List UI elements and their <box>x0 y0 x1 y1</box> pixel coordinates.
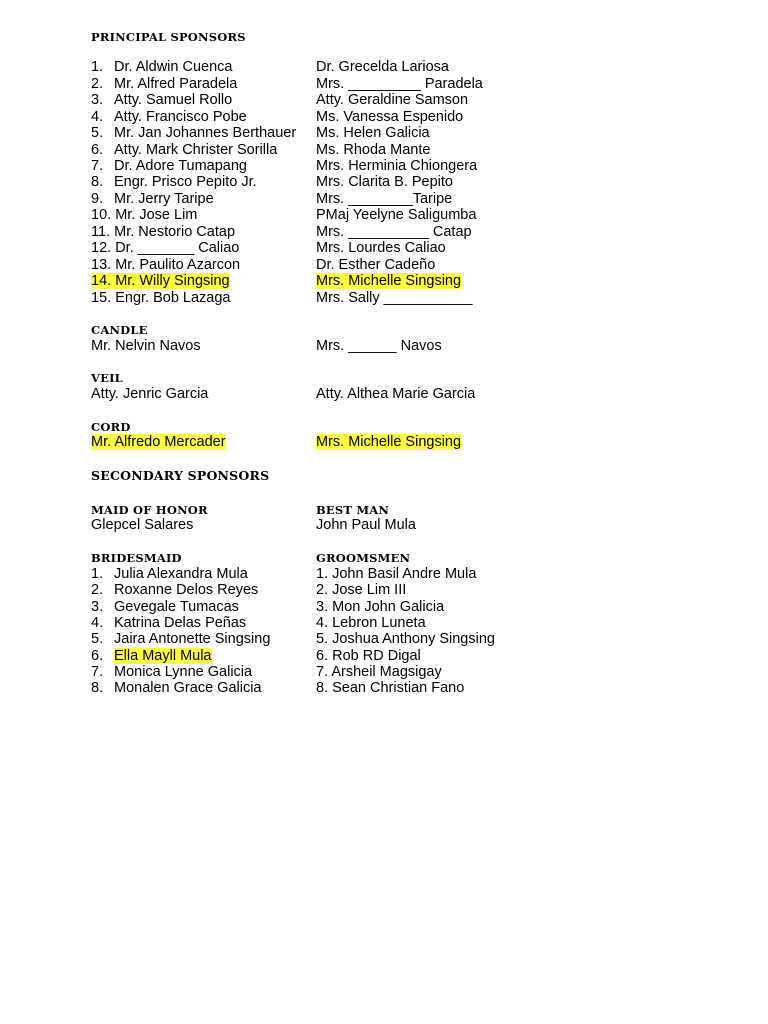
row-number: 8. <box>91 174 104 190</box>
groomsman-item: 3. Mon John Galicia <box>316 599 445 615</box>
principal-row-left-highlighted <box>91 273 230 289</box>
candle-heading: CANDLE <box>91 323 148 337</box>
row-number: 5. <box>91 631 104 647</box>
sponsor-name: Atty. Francisco Pobe <box>114 109 247 125</box>
principal-row-left <box>91 142 277 158</box>
bridesmaid-name: Jaira Antonette Singsing <box>114 631 271 647</box>
row-number: 2. <box>91 76 104 92</box>
sponsor-name: PMaj Yeelyne Saligumba <box>316 207 477 223</box>
secondary-sponsors-heading: SECONDARY SPONSORS <box>91 468 270 483</box>
principal-row-left <box>91 207 197 223</box>
bridesmaid-item <box>91 599 239 615</box>
sponsor-name: Atty. Jenric Garcia <box>91 386 209 402</box>
sponsor-name: Mrs. ______ Navos <box>316 338 442 354</box>
groomsman-item: 1. John Basil Andre Mula <box>316 566 477 582</box>
groomsman-item: 2. Jose Lim III <box>316 582 407 598</box>
sponsor-name: Mr. Nelvin Navos <box>91 338 201 354</box>
row-number: 9. <box>91 191 104 207</box>
bridesmaid-item <box>91 664 252 680</box>
principal-row-left <box>91 191 214 207</box>
sponsor-name: Dr. Grecelda Lariosa <box>316 59 449 75</box>
sponsor-name: Mrs. __________ Catap <box>316 224 472 240</box>
sponsor-name: Atty. Mark Christer Sorilla <box>114 142 278 158</box>
sponsor-name: Atty. Althea Marie Garcia <box>316 386 476 402</box>
principal-row-left <box>91 125 296 141</box>
sponsor-name: Dr. Esther Cadeño <box>316 257 436 273</box>
row-number: 2. <box>91 582 104 598</box>
veil-heading: VEIL <box>91 371 123 385</box>
row-number: 13. <box>91 257 112 273</box>
sponsor-name: Mr. Willy Singsing <box>115 273 230 289</box>
groomsmen-heading: GROOMSMEN <box>316 551 411 565</box>
bridesmaid-item <box>91 615 246 631</box>
row-number: 7. <box>91 664 104 680</box>
bridesmaid-item <box>91 680 262 696</box>
principal-row-left <box>91 109 247 125</box>
sponsor-name: Ms. Vanessa Espenido <box>316 109 464 125</box>
sponsor-name: Dr. Adore Tumapang <box>114 158 247 174</box>
maid-of-honor-heading: MAID OF HONOR <box>91 503 208 517</box>
row-number: 1. <box>91 566 104 582</box>
row-number: 10. <box>91 207 112 223</box>
groomsman-item: 6. Rob RD Digal <box>316 648 421 664</box>
principal-row-left <box>91 257 240 273</box>
principal-sponsors-heading: PRINCIPAL SPONSORS <box>91 30 246 44</box>
bridesmaid-name: Monica Lynne Galicia <box>114 664 253 680</box>
sponsor-name: Mrs. _________ Paradela <box>316 76 483 92</box>
bridesmaid-item <box>91 648 212 664</box>
principal-row-left <box>91 174 257 190</box>
bridesmaid-item <box>91 566 248 582</box>
sponsor-name: Engr. Bob Lazaga <box>115 290 231 306</box>
row-number: 11. <box>91 224 111 240</box>
row-number: 14. <box>91 273 112 289</box>
row-number: 7. <box>91 158 104 174</box>
sponsor-name: Mrs. ________Taripe <box>316 191 453 207</box>
bridesmaid-name: Katrina Delas Peñas <box>114 615 247 631</box>
sponsor-name-highlighted: Mrs. Michelle Singsing <box>316 273 462 289</box>
sponsor-name: Mr. Nestorio Catap <box>114 224 236 240</box>
cord-heading: CORD <box>91 420 131 434</box>
row-number: 5. <box>91 125 104 141</box>
row-number: 1. <box>91 59 104 75</box>
sponsor-name: Ms. Helen Galicia <box>316 125 430 141</box>
sponsor-name: Mrs. Clarita B. Pepito <box>316 174 453 190</box>
bridesmaid-item <box>91 631 270 647</box>
row-number: 3. <box>91 92 104 108</box>
row-number: 6. <box>91 648 104 664</box>
bridesmaid-name: Julia Alexandra Mula <box>114 566 248 582</box>
row-number: 4. <box>91 109 104 125</box>
sponsor-name: Mrs. Herminia Chiongera <box>316 158 478 174</box>
principal-row-left <box>91 59 232 75</box>
bridesmaid-heading: BRIDESMAID <box>91 551 182 565</box>
maid-of-honor-name: Glepcel Salares <box>91 517 194 533</box>
groomsman-item: 7. Arsheil Magsigay <box>316 664 442 680</box>
sponsor-name: Mr. Jose Lim <box>115 207 198 223</box>
sponsor-name-highlighted: Mr. Alfredo Mercader <box>91 434 226 450</box>
sponsor-name: Mr. Jan Johannes Berthauer <box>114 125 297 141</box>
row-number: 4. <box>91 615 104 631</box>
best-man-name: John Paul Mula <box>316 517 416 533</box>
row-number: 6. <box>91 142 104 158</box>
bridesmaid-item <box>91 582 258 598</box>
bridesmaid-name: Roxanne Delos Reyes <box>114 582 259 598</box>
sponsor-name: Atty. Samuel Rollo <box>114 92 233 108</box>
principal-row-left <box>91 240 239 256</box>
groomsman-item: 5. Joshua Anthony Singsing <box>316 631 495 647</box>
principal-row-left <box>91 290 231 306</box>
sponsor-name: Mrs. Lourdes Caliao <box>316 240 446 256</box>
sponsor-name: Mrs. Sally ___________ <box>316 290 473 306</box>
principal-row-left <box>91 92 232 108</box>
sponsor-name: Mr. Alfred Paradela <box>114 76 238 92</box>
sponsor-name: Atty. Geraldine Samson <box>316 92 469 108</box>
groomsman-item: 4. Lebron Luneta <box>316 615 426 631</box>
best-man-heading: BEST MAN <box>316 503 390 517</box>
sponsor-name: Mr. Jerry Taripe <box>114 191 214 207</box>
row-number: 15. <box>91 290 112 306</box>
sponsor-name: Dr. _______ Caliao <box>115 240 240 256</box>
bridesmaid-name-highlighted: Ella Mayll Mula <box>114 648 212 664</box>
sponsor-name: Engr. Prisco Pepito Jr. <box>114 174 257 190</box>
row-number: 8. <box>91 680 104 696</box>
sponsor-name: Mr. Paulito Azarcon <box>115 257 241 273</box>
sponsor-name: Ms. Rhoda Mante <box>316 142 431 158</box>
principal-row-left <box>91 76 237 92</box>
row-number: 3. <box>91 599 104 615</box>
principal-row-left <box>91 158 247 174</box>
groomsman-item: 8. Sean Christian Fano <box>316 680 465 696</box>
bridesmaid-name: Monalen Grace Galicia <box>114 680 262 696</box>
sponsor-name: Dr. Aldwin Cuenca <box>114 59 233 75</box>
row-number: 12. <box>91 240 112 256</box>
bridesmaid-name: Gevegale Tumacas <box>114 599 239 615</box>
principal-row-left <box>91 224 235 240</box>
sponsor-name-highlighted: Mrs. Michelle Singsing <box>316 434 462 450</box>
